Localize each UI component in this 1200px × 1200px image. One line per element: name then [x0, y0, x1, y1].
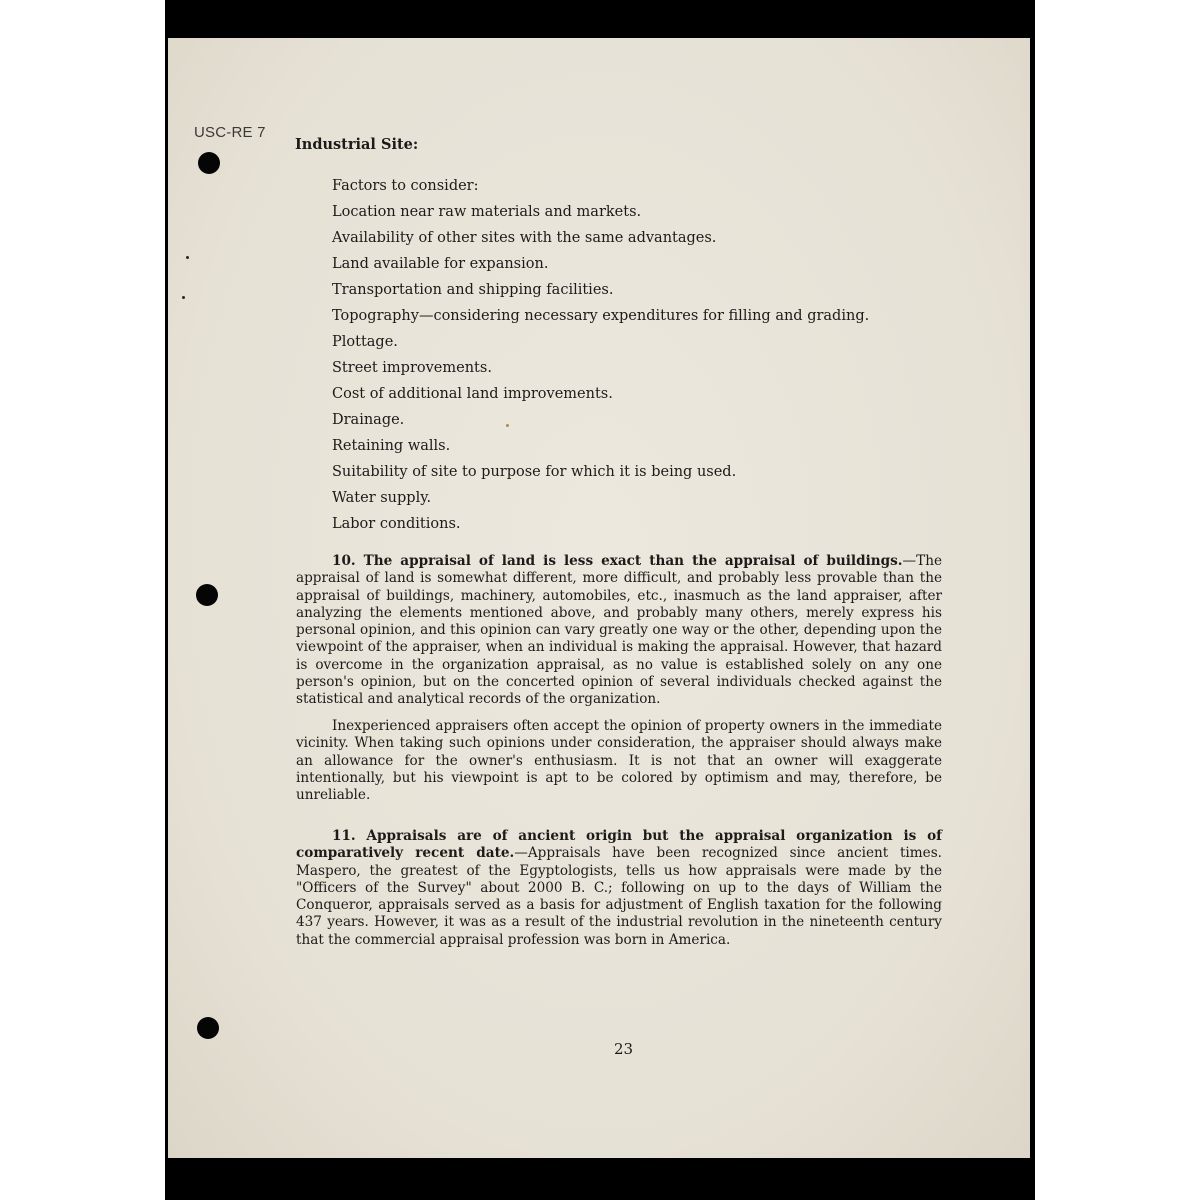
list-item: Plottage. — [332, 334, 398, 350]
list-item: Cost of additional land improvements. — [332, 386, 613, 402]
paragraph-section-10 — [296, 553, 942, 709]
factor-list — [332, 173, 869, 537]
list-item: Labor conditions. — [332, 516, 461, 532]
page-number: 23 — [614, 1040, 634, 1058]
list-item: Street improvements. — [332, 360, 492, 376]
section-heading-industrial-site: Industrial Site: — [295, 136, 419, 153]
punch-hole — [196, 584, 218, 606]
section-11-body: —Appraisals have been recognized since ancient times. Maspero, the greatest of the Egyptologists, tells us how appraisals were made by the "Officers of the Survey" about 2000 B. C.; following on up to the days of William the Conqueror, appraisals served as a basis for adjustment of English taxation for the following 437 years. However, it was as a result of the industrial revolution in the nineteenth century that the commercial appraisal profession was born in America. — [296, 845, 942, 948]
section-10-body-2: Inexperienced appraisers often accept the opinion of property owners in the immediate vicinity. When taking such opinions under consideration, the appraiser should always make an allowance for the owner's enthusiasm. It is not that an owner will exaggerate intentionally, but his viewpoint is apt to be colored by optimism and may, therefore, be unreliable. — [296, 718, 942, 804]
list-item: Availability of other sites with the same advantages. — [332, 230, 717, 246]
list-item: Drainage. — [332, 412, 405, 428]
section-10-title: 10. The appraisal of land is less exact than the appraisal of buildings. — [332, 553, 903, 569]
paragraph-section-10-continued — [296, 718, 942, 804]
paper-speck — [186, 256, 189, 259]
list-item: Factors to consider: — [332, 178, 479, 194]
list-item: Water supply. — [332, 490, 432, 506]
section-10-body: —The appraisal of land is somewhat different, more difficult, and probably less provable than the appraisal of buildings, machinery, automobiles, etc., inasmuch as the land appraiser, after analyzing the elements mentioned above, and probably many others, merely express his personal opinion, and this opinion can vary greatly one way or the other, depending upon the viewpoint of the appraiser, when an individual is making the appraisal. However, that hazard is overcome in the organization appraisal, as no value is established solely on any one person's opinion, but on the concerted opinion of several individuals checked against the statistical and analytical records of the organization. — [296, 553, 942, 708]
list-item: Suitability of site to purpose for which it is being used. — [332, 464, 737, 480]
list-item: Topography—considering necessary expenditures for filling and grading. — [332, 308, 870, 324]
list-item: Location near raw materials and markets. — [332, 204, 642, 220]
document-page — [168, 38, 1030, 1158]
list-item: Transportation and shipping facilities. — [332, 282, 614, 298]
document-id: USC-RE 7 — [194, 124, 266, 141]
paragraph-section-11 — [296, 828, 942, 949]
punch-hole — [198, 152, 220, 174]
punch-hole — [197, 1017, 219, 1039]
paper-speck — [182, 296, 185, 299]
section-11-title: 11. Appraisals are of ancient origin but the appraisal organization is of comparatively recent date. — [296, 828, 942, 862]
list-item: Retaining walls. — [332, 438, 451, 454]
list-item: Land available for expansion. — [332, 256, 549, 272]
